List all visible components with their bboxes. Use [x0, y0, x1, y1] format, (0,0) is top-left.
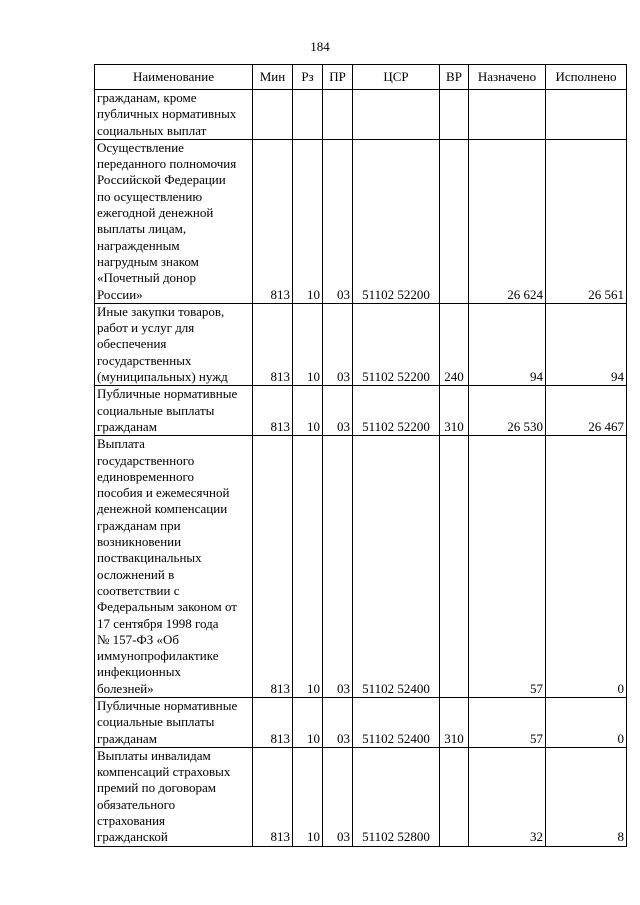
row-executed: 8 [546, 747, 627, 846]
row-vr [440, 90, 469, 140]
table-row [95, 303, 627, 385]
row-rz [293, 90, 323, 140]
row-name: Выплата государственного единовременного пособия и ежемесячной денежной компенсации гражданам при возникновении поствакцинальных осложнений в соответствии с Федеральным законом от 17 сентября 1998 года № 157-ФЗ «Об иммунопрофилактике инфекционных болезней» [95, 436, 253, 698]
table-row [95, 436, 627, 698]
row-assigned: 94 [469, 303, 546, 385]
row-min: 813 [253, 139, 293, 303]
row-csr: 51102 52400 [353, 436, 440, 698]
row-executed: 0 [546, 697, 627, 747]
row-vr [440, 747, 469, 846]
row-min: 813 [253, 697, 293, 747]
row-min: 813 [253, 303, 293, 385]
header-vr: ВР [440, 65, 469, 90]
header-assigned: Назначено [469, 65, 546, 90]
table-row [95, 747, 627, 846]
row-rz: 10 [293, 747, 323, 846]
row-assigned: 32 [469, 747, 546, 846]
table-row [95, 697, 627, 747]
header-row [95, 65, 627, 90]
row-assigned: 57 [469, 697, 546, 747]
row-vr [440, 436, 469, 698]
table-row [95, 90, 627, 140]
row-csr [353, 90, 440, 140]
row-vr: 310 [440, 697, 469, 747]
row-rz: 10 [293, 436, 323, 698]
row-rz: 10 [293, 139, 323, 303]
row-min [253, 90, 293, 140]
row-pr [323, 90, 353, 140]
row-rz: 10 [293, 303, 323, 385]
row-pr: 03 [323, 386, 353, 436]
row-csr: 51102 52400 [353, 697, 440, 747]
row-assigned [469, 90, 546, 140]
row-rz: 10 [293, 697, 323, 747]
row-pr: 03 [323, 747, 353, 846]
row-pr: 03 [323, 139, 353, 303]
row-name: Публичные нормативные социальные выплаты гражданам [95, 697, 253, 747]
row-assigned: 26 530 [469, 386, 546, 436]
row-executed: 0 [546, 436, 627, 698]
budget-table [94, 64, 627, 847]
row-assigned: 57 [469, 436, 546, 698]
row-name: Осуществление переданного полномочия Российской Федерации по осуществлению ежегодной денежной выплаты лицам, награжденным нагрудным знаком «Почетный донор России» [95, 139, 253, 303]
row-csr: 51102 52800 [353, 747, 440, 846]
row-executed: 94 [546, 303, 627, 385]
header-name: Наименование [95, 65, 253, 90]
row-pr: 03 [323, 436, 353, 698]
header-rz: Рз [293, 65, 323, 90]
header-pr: ПР [323, 65, 353, 90]
header-executed: Исполнено [546, 65, 627, 90]
row-vr [440, 139, 469, 303]
row-executed [546, 90, 627, 140]
table-row [95, 139, 627, 303]
page-number: 184 [310, 39, 330, 54]
row-min: 813 [253, 436, 293, 698]
row-executed: 26 561 [546, 139, 627, 303]
header-min: Мин [253, 65, 293, 90]
row-executed: 26 467 [546, 386, 627, 436]
row-csr: 51102 52200 [353, 386, 440, 436]
row-pr: 03 [323, 303, 353, 385]
row-csr: 51102 52200 [353, 303, 440, 385]
row-vr: 310 [440, 386, 469, 436]
row-name: Выплаты инвалидам компенсаций страховых премий по договорам обязательного страхования гражданской [95, 747, 253, 846]
header-csr: ЦСР [353, 65, 440, 90]
row-rz: 10 [293, 386, 323, 436]
row-csr: 51102 52200 [353, 139, 440, 303]
row-name: Иные закупки товаров, работ и услуг для обеспечения государственных (муниципальных) нужд [95, 303, 253, 385]
row-vr: 240 [440, 303, 469, 385]
row-pr: 03 [323, 697, 353, 747]
table-row [95, 386, 627, 436]
row-name: гражданам, кроме публичных нормативных социальных выплат [95, 90, 253, 140]
row-min: 813 [253, 386, 293, 436]
row-assigned: 26 624 [469, 139, 546, 303]
row-name: Публичные нормативные социальные выплаты гражданам [95, 386, 253, 436]
row-min: 813 [253, 747, 293, 846]
